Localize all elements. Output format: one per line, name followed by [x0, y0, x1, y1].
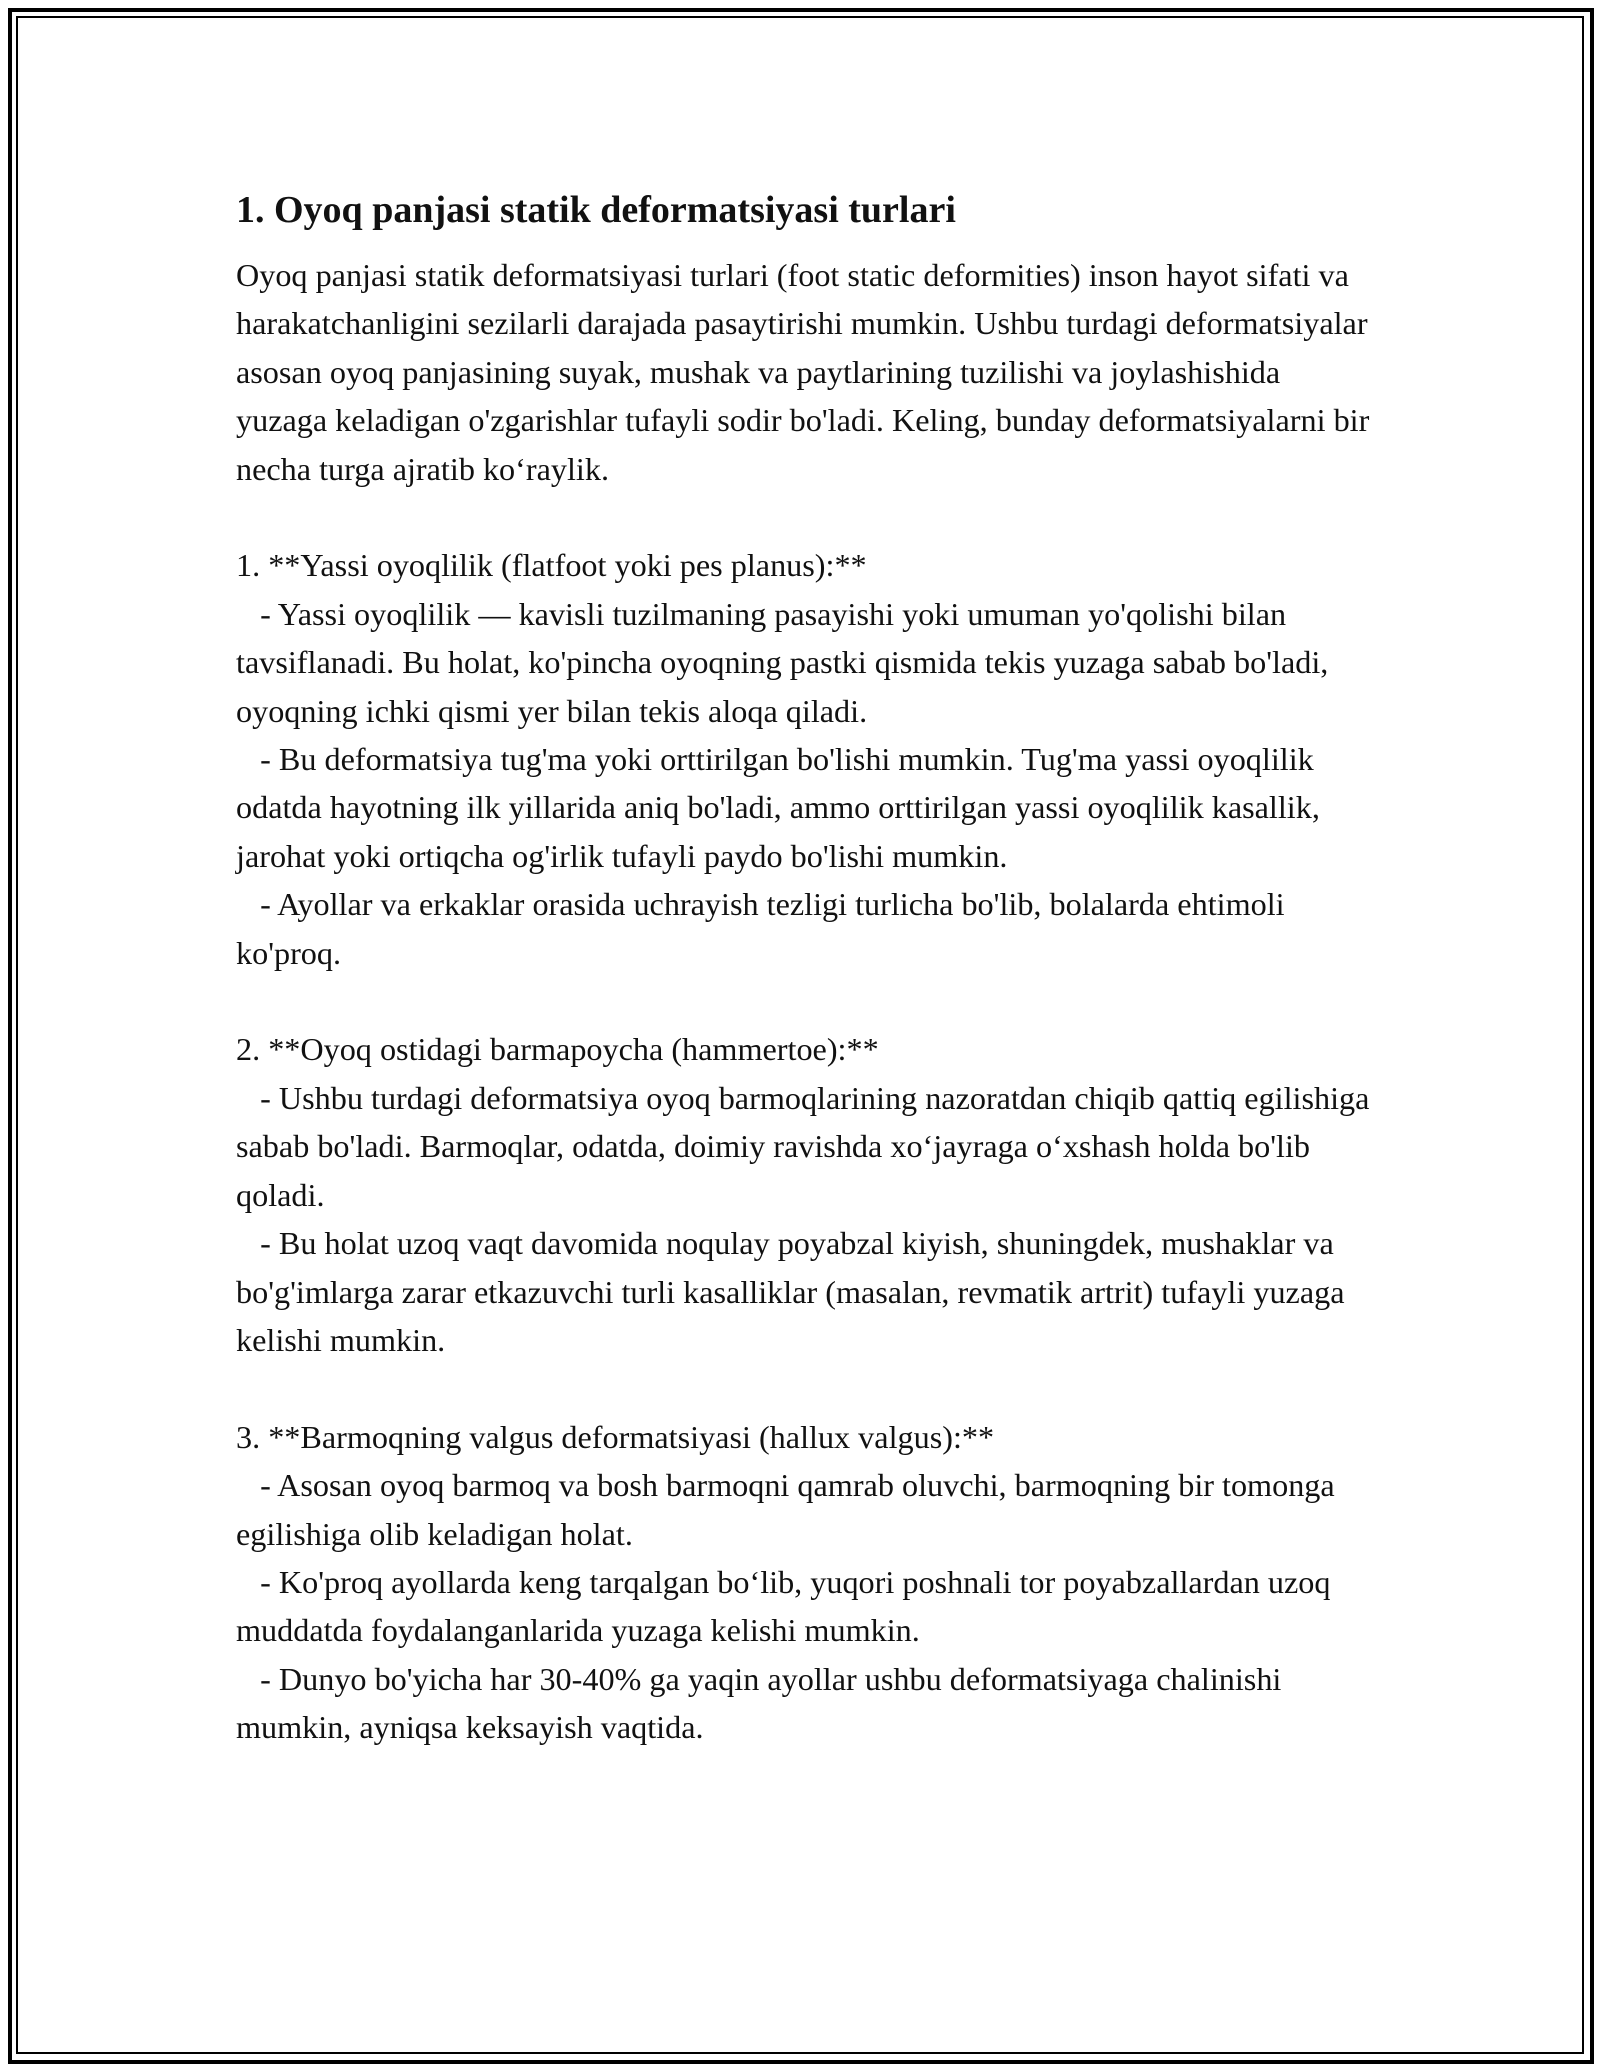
section-heading: 3. **Barmoqning valgus deformatsiyasi (hallux valgus):** — [236, 1418, 995, 1455]
section-bullet: - Ko'proq ayollarda keng tarqalgan bo‘lib, yuqori poshnali tor poyabzallardan uzoq muddatda foydalanganlarida yuzaga kelishi mumkin. — [236, 1563, 1339, 1649]
section-bullet: - Dunyo bo'yicha har 30-40% ga yaqin ayollar ushbu deformatsiyaga chalinishi mumkin, ayniqsa keksayish vaqtida. — [236, 1660, 1290, 1746]
blank-line — [236, 977, 1376, 1025]
document-title: 1. Oyoq panjasi statik deformatsiyasi turlari — [236, 189, 956, 231]
section-heading: 1. **Yassi oyoqlilik (flatfoot yoki pes planus):** — [236, 547, 867, 584]
document-body — [236, 185, 1376, 1752]
blank-line — [236, 493, 1376, 541]
section-bullet: - Ayollar va erkaklar orasida uchrayish tezligi turlicha bo'lib, bolalarda ehtimoli ko'proq. — [236, 886, 1293, 971]
section-bullet: - Bu deformatsiya tug'ma yoki orttirilgan bo'lishi mumkin. Tug'ma yassi oyoqlilik odatda hayotning ilk yillarida aniq bo'ladi, ammo orttirilgan yassi oyoqlilik kasallik, jarohat yoki ortiqcha og'irlik tufayli paydo bo'lishi mumkin. — [236, 741, 1328, 874]
section-bullet: - Ushbu turdagi deformatsiya oyoq barmoqlarining nazoratdan chiqib qattiq egilishiga sabab bo'ladi. Barmoqlar, odatda, doimiy ravishda xo‘jayraga o‘xshash holda bo'lib qoladi. — [236, 1079, 1378, 1213]
blank-line — [236, 1364, 1376, 1412]
section-flatfoot — [236, 541, 1376, 977]
section-bullet: - Bu holat uzoq vaqt davomida noqulay poyabzal kiyish, shuningdek, mushaklar va bo'g'imlarga zarar etkazuvchi turli kasalliklar (masalan, revmatik artrit) tufayli yuzaga kelishi mumkin. — [236, 1225, 1353, 1358]
section-hallux-valgus — [236, 1413, 1376, 1752]
section-bullet: - Yassi oyoqlilik — kavisli tuzilmaning pasayishi yoki umuman yo'qolishi bilan tavsiflanadi. Bu holat, ko'pincha oyoqning pastki qismida tekis yuzaga sabab bo'ladi, oyoqning ichki qismi yer bilan tekis aloqa qiladi. — [236, 595, 1337, 729]
intro-paragraph: Oyoq panjasi statik deformatsiyasi turlari (foot static deformities) inson hayot sifati va harakatchanligini sezilarli darajada pasaytirishi mumkin. Ushbu turdagi deformatsiyalar asosan oyoq panjasining suyak, mushak va paytlarining tuzilishi va joylashishida yuzaga keladigan o'zgarishlar tufayli sodir bo'ladi. Keling, bunday deformatsiyalarni bir necha turga ajratib ko‘raylik. — [236, 257, 1378, 487]
section-heading: 2. **Oyoq ostidagi barmapoycha (hammertoe):** — [236, 1031, 879, 1068]
section-bullet: - Asosan oyoq barmoq va bosh barmoqni qamrab oluvchi, barmoqning bir tomonga egilishiga olib keladigan holat. — [236, 1467, 1343, 1552]
section-hammertoe — [236, 1025, 1376, 1364]
